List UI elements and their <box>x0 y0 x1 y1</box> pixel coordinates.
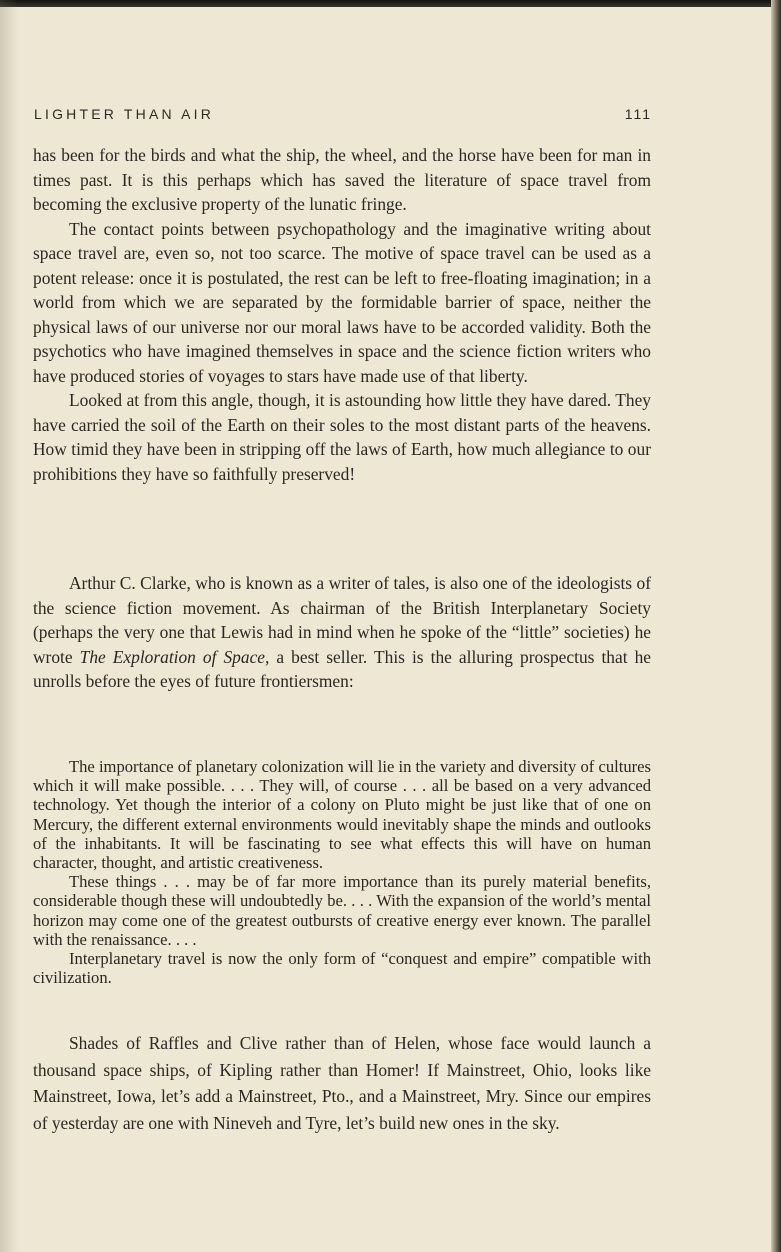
running-head <box>34 106 652 126</box>
body-text-top <box>33 143 651 486</box>
page-top-edge <box>0 0 781 7</box>
paragraph-5: Shades of Raffles and Clive rather than of Helen, whose face would launch a thousand space ships, of Kipling rather than Homer! If Mainstreet, Ohio, looks like Mainstreet, Iowa, let’s add a Mainstreet, Pto., and a Mainstreet, Mry. Since our empires of yesterday are one with Nineveh and Tyre, let’s build new ones in the sky. <box>33 1033 651 1133</box>
body-text-bottom <box>33 1030 651 1136</box>
book-title: The Exploration of Space, <box>79 646 270 667</box>
quote-paragraph-2: These things . . . may be of far more importance than its purely material benefits, considerable though these will undoubtedly be. . . . With the expansion of the world’s mental horizon may come one of the greatest outbursts of creative energy ever known. The parallel with the renaissance. . . . <box>33 872 651 949</box>
page-right-edge <box>771 0 781 1252</box>
block-quote <box>33 757 651 987</box>
running-head-title: LIGHTER THAN AIR <box>34 106 215 122</box>
paragraph-3: Looked at from this angle, though, it is astounding how little they have dared. They have carried the soil of the Earth on their soles to the most distant parts of the heavens. How timid they have been in stripping off the laws of Earth, how much allegiance to our prohibitions they have so faithfully preserved! <box>33 390 651 484</box>
paragraph-1: has been for the birds and what the ship, the wheel, and the horse have been for man in times past. It is this perhaps which has saved the literature of space travel from becoming the exclusive property of the lunatic fringe. <box>33 145 651 214</box>
paragraph-4-part-a: Arthur C. Clarke, who is known as a writer of tales, is also one of the ideologists of the science fiction movement. As chairman of the British Interplanetary Society (perhaps the very one that Lewis had in mind when he spoke of the “little” societies) he wrote <box>33 573 651 667</box>
quote-paragraph-1: The importance of planetary colonization will lie in the variety and diversity of cultures which it will make possible. . . . They will, of course . . . all be based on a very advanced technology. Yet though the interior of a colony on Pluto might be just like that of one on Mercury, the different external environments would inevitably shape the minds and outlooks of the inhabitants. It will be fascinating to see what effects this will have on human character, thought, and artistic creativeness. <box>33 757 651 873</box>
page-number: 111 <box>624 106 652 122</box>
page-gutter-shadow <box>0 0 18 1252</box>
quote-paragraph-3: Interplanetary travel is now the only form of “conquest and empire” compatible with civilization. <box>33 949 651 988</box>
paragraph-4 <box>33 571 651 694</box>
paragraph-4-part-b: a best seller. This is the alluring prospectus that he unrolls before the eyes of future frontiersmen: <box>33 646 651 691</box>
paragraph-2: The contact points between psychopathology and the imaginative writing about space travel are, even so, not too scarce. The motive of space travel can be used as a potent release: once it is postulated, the rest can be left to free-floating imagination; in a world from which we are separated by the formidable barrier of space, neither the physical laws of our universe nor our moral laws have to be accorded validity. Both the psychotics who have imagined themselves in space and the science fiction writers who have produced stories of voyages to stars have made use of that liberty. <box>33 218 651 386</box>
body-text-middle <box>33 571 651 694</box>
